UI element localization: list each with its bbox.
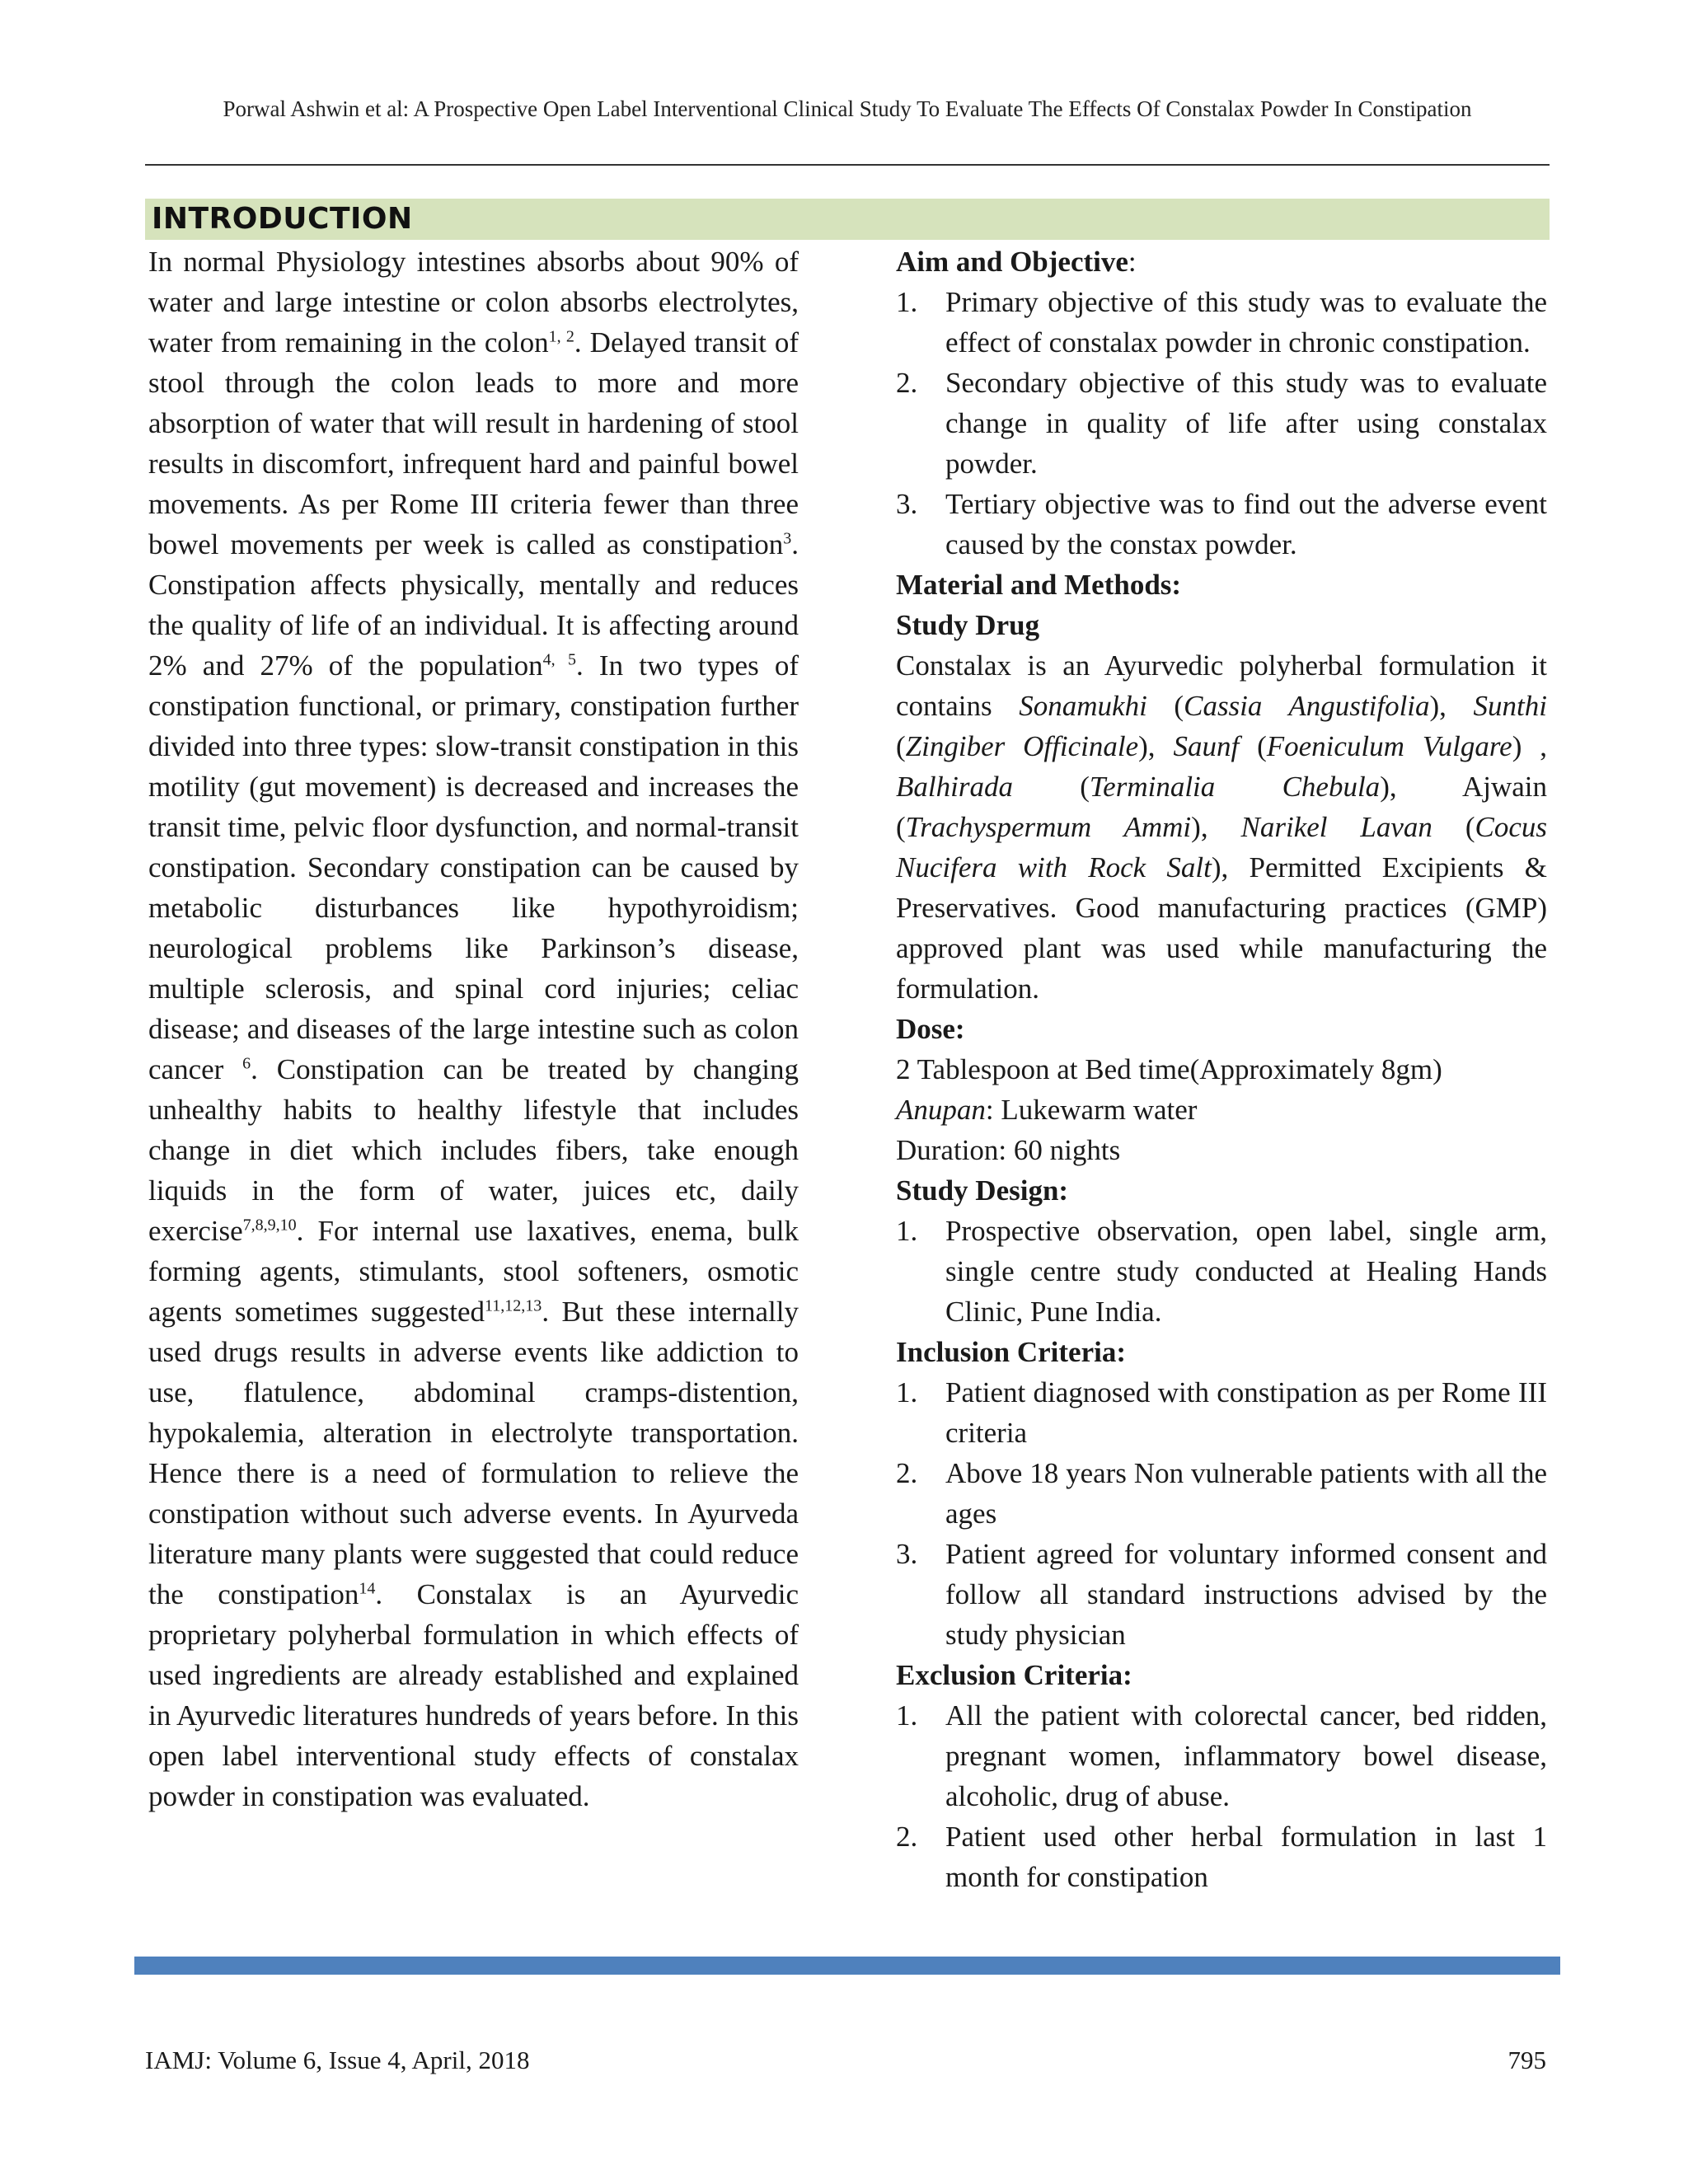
citation: 3 [783, 529, 792, 548]
drug-text: ), Permitted Excipients & Preservatives. Good manufacturing practices (GMP) approved plant was used while manufacturing the formulation. [896, 851, 1547, 1005]
drug-text: ), [1191, 811, 1241, 843]
drug-text: ( [1012, 771, 1090, 803]
duration-line: Duration: 60 nights [896, 1134, 1121, 1166]
study-drug-paragraph [896, 645, 1547, 1009]
page-number: 795 [1507, 2046, 1546, 2074]
herb-latin-name: Zingiber Officinale [905, 730, 1139, 762]
drug-text: ( [896, 730, 906, 762]
inclusion-list [896, 1372, 1547, 1655]
aim-heading-line [896, 241, 1547, 282]
dose-line: 2 Tablespoon at Bed time(Approximately 8gm) [896, 1053, 1442, 1085]
journal-citation: IAMJ: Volume 6, Issue 4, April, 2018 [145, 2046, 530, 2074]
list-item [896, 1816, 1547, 1897]
herb-latin-name: Trachyspermum Ammi [905, 811, 1192, 843]
intro-text: . But these internally used drugs results in adverse events like addiction to use, flatulence, abdominal cramps-distention, hypokalemia, alteration in electrolyte transportation. Hence there is a need of formulation to relieve the constipation without such adverse events. In Ayurveda literature many plants were suggested that could reduce the constipation [148, 1296, 799, 1610]
list-text: Patient used other herbal formulation in last 1 month for constipation [945, 1821, 1547, 1893]
list-item [896, 1534, 1547, 1655]
list-number: 2. [896, 1821, 918, 1853]
list-number: 3. [896, 1538, 918, 1570]
citation: 14 [359, 1579, 376, 1598]
drug-text: ( [1432, 811, 1475, 843]
list-item [896, 363, 1547, 484]
intro-text: . In two types of constipation functional, or primary, constipation further divided into three types: slow-transit constipation in this motility (gut movement) is decreased and increases the transit time, pelvic floor dysfunction, and normal-transit constipation. Secondary constipation can be caused by metabolic disturbances like hypothyroidism; neurological problems like Parkinson’s disease, multiple sclerosis, and spinal cord injuries; celiac disease; and diseases of the large intestine such as colon cancer [148, 649, 799, 1085]
aim-heading: Aim and Objective [896, 246, 1128, 278]
anupan-value: : Lukewarm water [985, 1094, 1198, 1126]
herb-latin-name: Terminalia Chebula [1089, 771, 1381, 803]
right-column [896, 241, 1547, 1897]
exclusion-heading: Exclusion Criteria: [896, 1659, 1132, 1691]
list-text: Tertiary objective was to find out the adverse event caused by the constax powder. [945, 488, 1547, 560]
anupan-label: Anupan [896, 1094, 986, 1126]
intro-text: . Constipation affects physically, mentally and reduces the quality of life of an individual. It is affecting around 2% and 27% of the population [148, 528, 799, 682]
list-text: Primary objective of this study was to evaluate the effect of constalax powder in chronic constipation. [945, 286, 1547, 359]
list-item [896, 1372, 1547, 1453]
herb-name: Saunf [1173, 730, 1240, 762]
list-item [896, 1453, 1547, 1534]
methods-heading: Material and Methods: [896, 569, 1182, 601]
list-text: Patient agreed for voluntary informed consent and follow all standard instructions advised by the study physician [945, 1538, 1547, 1651]
dose-heading: Dose: [896, 1013, 965, 1045]
list-number: 1. [896, 1215, 918, 1247]
drug-text: Constalax is an Ayurvedic polyherbal formulation it contains [896, 649, 1547, 722]
exclusion-list [896, 1695, 1547, 1897]
citation: 1, 2 [548, 327, 574, 346]
intro-text: In normal Physiology intestines absorbs about 90% of water and large intestine or colon absorbs electrolytes, water from remaining in the colon [148, 246, 799, 359]
list-number: 1. [896, 286, 918, 318]
intro-text: . Constipation can be treated by changing unhealthy habits to healthy lifestyle that includes change in diet which includes fibers, take enough liquids in the form of water, juices etc, daily exercise [148, 1053, 799, 1247]
list-number: 3. [896, 488, 918, 520]
aim-list [896, 282, 1547, 565]
list-text: Prospective observation, open label, single arm, single centre study conducted at Healing Hands Clinic, Pune India. [945, 1215, 1547, 1328]
citation: 4, 5 [542, 650, 577, 669]
herb-latin-name: Foeniculum Vulgare [1266, 730, 1512, 762]
herb-name: Sonamukhi [1019, 690, 1147, 722]
drug-text: ) , [1512, 730, 1548, 762]
drug-text: ), [1429, 690, 1474, 722]
drug-text: ( [1239, 730, 1267, 762]
intro-text: . Constalax is an Ayurvedic proprietary polyherbal formulation in which effects of used ingredients are already established and explained in Ayurvedic literatures hundreds of years before. In this open label interventional study effects of constalax powder in constipation was evaluated. [148, 1578, 799, 1812]
section-title: INTRODUCTION [152, 202, 413, 236]
list-item [896, 484, 1547, 565]
list-item [896, 1695, 1547, 1816]
left-column [148, 241, 799, 1816]
anupan-line [896, 1090, 1547, 1130]
list-text: All the patient with colorectal cancer, bed ridden, pregnant women, inflammatory bowel disease, alcoholic, drug of abuse. [945, 1699, 1547, 1812]
footer-bar [134, 1957, 1560, 1975]
citation: 6 [242, 1054, 251, 1073]
citation: 7,8,9,10 [242, 1216, 297, 1235]
list-item [896, 1211, 1547, 1332]
running-title: Porwal Ashwin et al: A Prospective Open Label Interventional Clinical Study To Evaluate The Effects Of Constalax Powder In Constipation [223, 96, 1472, 121]
herb-latin-name: Cocus Nucifera with Rock Salt [896, 811, 1548, 883]
herb-name: Narikel Lavan [1240, 811, 1432, 843]
study-drug-heading: Study Drug [896, 609, 1040, 641]
herb-latin-name: Cassia Angustifolia [1184, 690, 1430, 722]
intro-text: . Delayed transit of stool through the colon leads to more and more absorption of water that will result in hardening of stool results in discomfort, infrequent hard and painful bowel movements. As per Rome III criteria fewer than three bowel movements per week is called as constipation [148, 326, 799, 560]
introduction-paragraph [148, 241, 799, 1816]
drug-text: ), Ajwain ( [896, 771, 1547, 843]
inclusion-heading: Inclusion Criteria: [896, 1336, 1127, 1368]
citation: 11,12,13 [485, 1296, 542, 1315]
list-number: 1. [896, 1699, 918, 1732]
list-number: 1. [896, 1376, 918, 1408]
intro-text: . For internal use laxatives, enema, bulk forming agents, stimulants, stool softeners, osmotic agents sometimes suggested [148, 1215, 799, 1328]
list-text: Above 18 years Non vulnerable patients with all the ages [945, 1457, 1547, 1530]
study-design-heading: Study Design: [896, 1174, 1069, 1207]
list-text: Patient diagnosed with constipation as per Rome III criteria [945, 1376, 1547, 1449]
drug-text: ( [1146, 690, 1184, 722]
list-item [896, 282, 1547, 363]
list-number: 2. [896, 1457, 918, 1489]
list-number: 2. [896, 367, 918, 399]
list-text: Secondary objective of this study was to evaluate change in quality of life after using constalax powder. [945, 367, 1547, 480]
aim-colon: : [1128, 246, 1137, 278]
study-design-list [896, 1211, 1547, 1332]
drug-text: ), [1138, 730, 1174, 762]
herb-name: Balhirada [896, 771, 1013, 803]
herb-name: Sunthi [1473, 690, 1547, 722]
header-rule [145, 164, 1550, 166]
